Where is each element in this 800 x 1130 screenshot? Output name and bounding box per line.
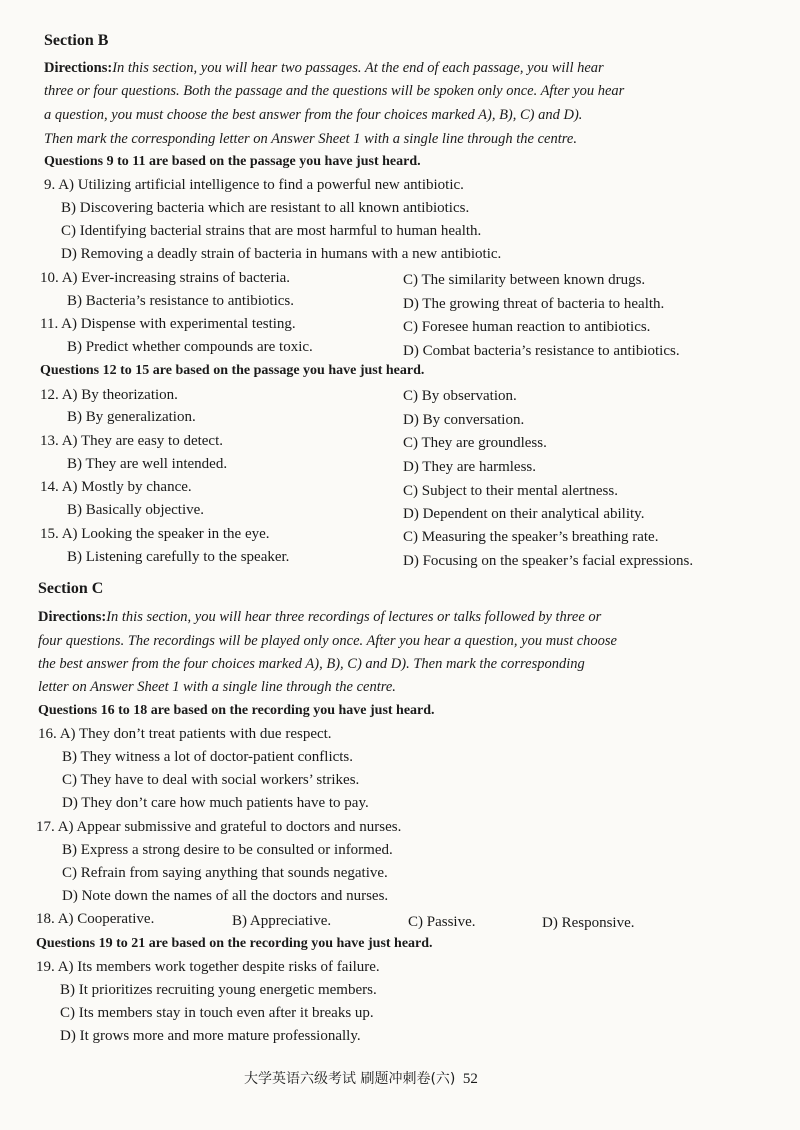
q10-option-a[interactable]: A) Ever-increasing strains of bacteria. (61, 270, 291, 286)
section-c-directions-line-3: the best answer from the four choices marked A), B), C) and D). Then mark the corresponding (38, 656, 585, 672)
question-16: 16. A) They don’t treat patients with due respect. (38, 726, 332, 742)
q16-option-a[interactable]: A) They don’t treat patients with due respect. (59, 726, 332, 742)
question-14: 14. A) Mostly by chance. (40, 479, 192, 495)
q18-option-c[interactable]: C) Passive. (408, 914, 476, 930)
q17-option-b[interactable]: B) Express a strong desire to be consulted or informed. (62, 842, 393, 858)
question-10: 10. A) Ever-increasing strains of bacteria. (40, 270, 291, 286)
section-b-directions-line-3: a question, you must choose the best answer from the four choices marked A), B), C) and D). (44, 107, 583, 123)
group-heading-19-21: Questions 19 to 21 are based on the recording you have just heard. (36, 936, 433, 951)
q17-option-a[interactable]: A) Appear submissive and grateful to doctors and nurses. (57, 819, 402, 835)
q11-option-c[interactable]: C) Foresee human reaction to antibiotics. (403, 319, 651, 335)
q14-option-d[interactable]: D) Dependent on their analytical ability. (403, 506, 645, 522)
question-18: 18. A) Cooperative. (36, 911, 155, 927)
q11-option-b[interactable]: B) Predict whether compounds are toxic. (67, 339, 313, 355)
q15-option-a[interactable]: A) Looking the speaker in the eye. (61, 526, 270, 542)
section-b-directions-line-1: Directions:In this section, you will hear two passages. At the end of each passage, you will hear (44, 60, 604, 76)
q9-option-c[interactable]: C) Identifying bacterial strains that are most harmful to human health. (61, 223, 482, 239)
q14-option-b[interactable]: B) Basically objective. (67, 502, 205, 518)
q13-option-d[interactable]: D) They are harmless. (403, 459, 537, 475)
section-c-directions-line-4: letter on Answer Sheet 1 with a single line through the centre. (38, 679, 396, 695)
section-b-directions-line-4: Then mark the corresponding letter on Answer Sheet 1 with a single line through the centre. (44, 131, 577, 147)
q15-option-c[interactable]: C) Measuring the speaker’s breathing rate. (403, 529, 659, 545)
question-12: 12. A) By theorization. (40, 387, 178, 403)
q9-option-d[interactable]: D) Removing a deadly strain of bacteria in humans with a new antibiotic. (61, 246, 502, 262)
q12-option-c[interactable]: C) By observation. (403, 388, 517, 404)
q16-option-c[interactable]: C) They have to deal with social workers’ strikes. (62, 772, 360, 788)
section-c-directions-line-2: four questions. The recordings will be played only once. After you hear a question, you must choose (38, 633, 617, 649)
q13-option-b[interactable]: B) They are well intended. (67, 456, 228, 472)
directions-label: Directions: (44, 60, 113, 76)
group-heading-9-11: Questions 9 to 11 are based on the passage you have just heard. (44, 154, 421, 169)
q9-option-a[interactable]: A) Utilizing artificial intelligence to find a powerful new antibiotic. (58, 177, 464, 193)
section-b-directions-line-2: three or four questions. Both the passage and the questions will be spoken only once. After you hear (44, 83, 625, 99)
q16-option-b[interactable]: B) They witness a lot of doctor-patient conflicts. (62, 749, 354, 765)
q17-option-d[interactable]: D) Note down the names of all the doctors and nurses. (62, 888, 389, 904)
section-c-directions-line-1: Directions:In this section, you will hear three recordings of lectures or talks followed by three or (38, 609, 602, 625)
q10-option-b[interactable]: B) Bacteria’s resistance to antibiotics. (67, 293, 295, 309)
q11-option-a[interactable]: A) Dispense with experimental testing. (61, 316, 296, 332)
question-9: 9. A) Utilizing artificial intelligence to find a powerful new antibiotic. (44, 177, 464, 193)
q10-option-c[interactable]: C) The similarity between known drugs. (403, 272, 646, 288)
q19-option-d[interactable]: D) It grows more and more mature professionally. (60, 1028, 361, 1044)
q13-option-c[interactable]: C) They are groundless. (403, 435, 547, 451)
q11-option-d[interactable]: D) Combat bacteria’s resistance to antibiotics. (403, 343, 680, 359)
q19-option-b[interactable]: B) It prioritizes recruiting young energetic members. (60, 982, 377, 998)
q18-option-a[interactable]: A) Cooperative. (57, 911, 155, 927)
directions-label: Directions: (38, 609, 107, 625)
q19-option-c[interactable]: C) Its members stay in touch even after it breaks up. (60, 1005, 374, 1021)
question-17: 17. A) Appear submissive and grateful to doctors and nurses. (36, 819, 402, 835)
q17-option-c[interactable]: C) Refrain from saying anything that sounds negative. (62, 865, 388, 881)
q9-option-b[interactable]: B) Discovering bacteria which are resistant to all known antibiotics. (61, 200, 470, 216)
q19-option-a[interactable]: A) Its members work together despite risks of failure. (57, 959, 380, 975)
q18-option-b[interactable]: B) Appreciative. (232, 913, 332, 929)
group-heading-16-18: Questions 16 to 18 are based on the recording you have just heard. (38, 703, 435, 718)
question-19: 19. A) Its members work together despite risks of failure. (36, 959, 380, 975)
q12-option-b[interactable]: B) By generalization. (67, 409, 196, 425)
q16-option-d[interactable]: D) They don’t care how much patients have to pay. (62, 795, 369, 811)
q15-option-b[interactable]: B) Listening carefully to the speaker. (67, 549, 290, 565)
section-c-title: Section C (38, 580, 104, 597)
question-11: 11. A) Dispense with experimental testing. (40, 316, 296, 332)
question-15: 15. A) Looking the speaker in the eye. (40, 526, 270, 542)
q14-option-a[interactable]: A) Mostly by chance. (61, 479, 192, 495)
page-number: 52 (462, 1071, 478, 1087)
group-heading-12-15: Questions 12 to 15 are based on the passage you have just heard. (40, 363, 425, 378)
footer-title: 大学英语六级考试 刷题冲刺卷(六) (244, 1071, 456, 1087)
section-b-title: Section B (44, 32, 109, 49)
q12-option-d[interactable]: D) By conversation. (403, 412, 525, 428)
q15-option-d[interactable]: D) Focusing on the speaker’s facial expressions. (403, 553, 694, 569)
question-13: 13. A) They are easy to detect. (40, 433, 224, 449)
page-footer (244, 1069, 478, 1089)
q14-option-c[interactable]: C) Subject to their mental alertness. (403, 483, 618, 499)
q18-option-d[interactable]: D) Responsive. (542, 915, 635, 931)
q13-option-a[interactable]: A) They are easy to detect. (61, 433, 224, 449)
q12-option-a[interactable]: A) By theorization. (61, 387, 178, 403)
q10-option-d[interactable]: D) The growing threat of bacteria to health. (403, 296, 665, 312)
